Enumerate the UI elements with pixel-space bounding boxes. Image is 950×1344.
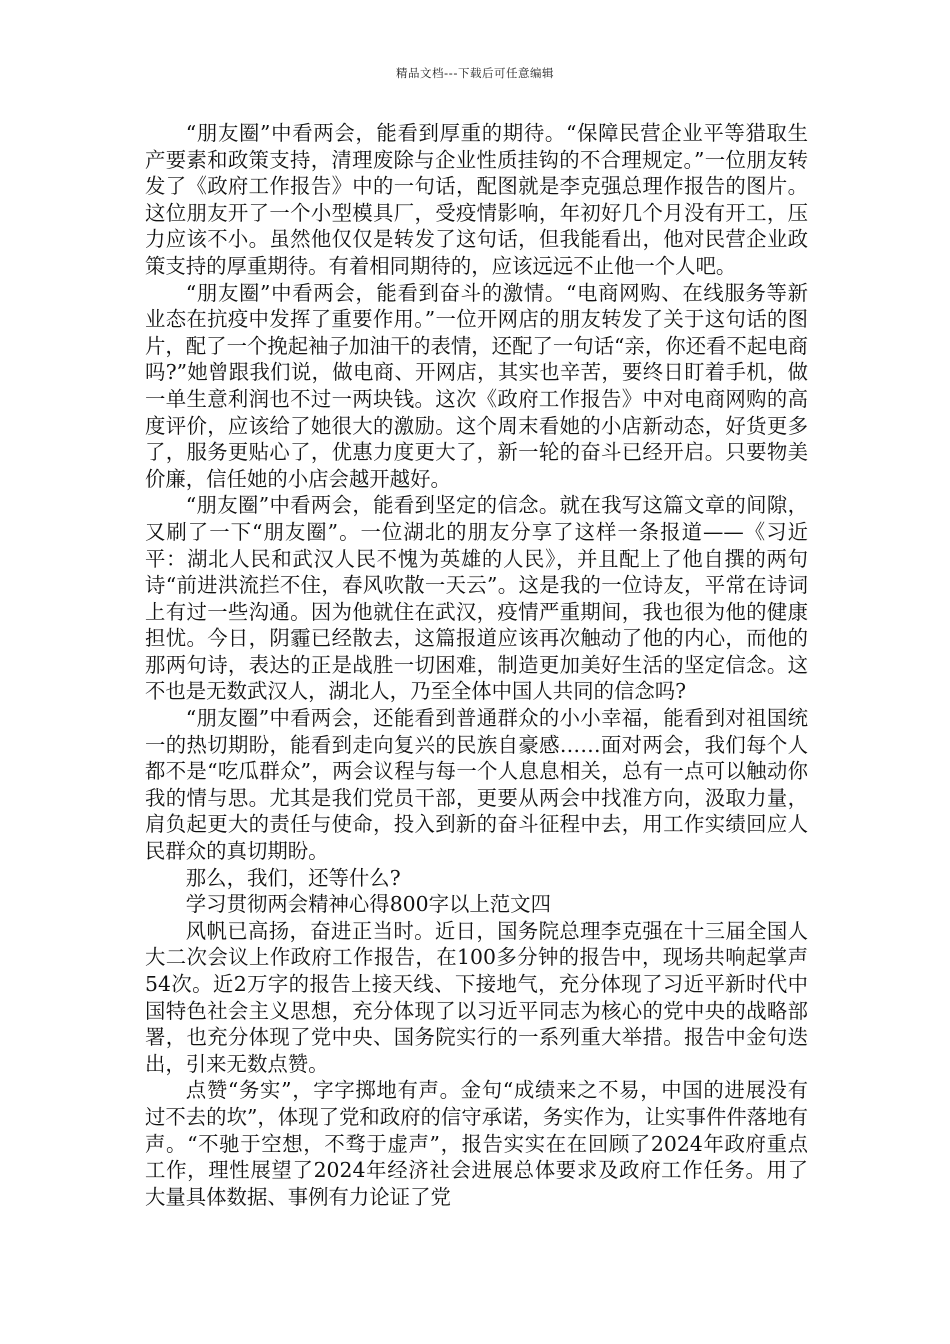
paragraph: “朋友圈”中看两会，能看到坚定的信念。就在我写这篇文章的间隙，又刷了一下“朋友圈”。一位湖北的朋友分享了这样一条报道——《习近平：湖北人民和武汉人民不愧为英雄的人民》，并且配上了他自撰的两句诗“前进洪流拦不住，春风吹散一天云”。这是我的一位诗友，平常在诗词上有过一些沟通。因为他就住在武汉，疫情严重期间，我也很为他的健康担忧。今日，阴霾已经散去，这篇报道应该再次触动了他的内心，而他的那两句诗，表达的正是战胜一切困难，制造更加美好生活的坚定信念。这不也是无数武汉人，湖北人，乃至全体中国人共同的信念吗?	[145, 493, 808, 704]
document-body	[145, 120, 808, 1210]
section-title: 学习贯彻两会精神心得800字以上范文四	[185, 892, 551, 917]
paragraph: “朋友圈”中看两会，能看到奋斗的激情。“电商网购、在线服务等新业态在抗疫中发挥了重要作用。”一位开网店的朋友转发了关于这句话的图片，配了一个挽起袖子加油干的表情，还配了一句话“亲，你还看不起电商吗?”她曾跟我们说，做电商、开网店，其实也辛苦，要终日盯着手机，做一单生意利润也不过一两块钱。这次《政府工作报告》中对电商网购的高度评价，应该给了她很大的激励。这个周末看她的小店新动态，好货更多了，服务更贴心了，优惠力度更大了，新一轮的奋斗已经开启。只要物美价廉，信任她的小店会越开越好。	[145, 280, 808, 491]
page-header: 精品文档---下载后可任意编辑	[396, 66, 554, 80]
paragraph: “朋友圈”中看两会，能看到厚重的期待。“保障民营企业平等猎取生产要素和政策支持，清理废除与企业性质挂钩的不合理规定。”一位朋友转发了《政府工作报告》中的一句话，配图就是李克强总理作报告的图片。这位朋友开了一个小型模具厂，受疫情影响，年初好几个月没有开工，压力应该不小。虽然他仅仅是转发了这句话，但我能看出，他对民营企业政策支持的厚重期待。有着相同期待的，应该远远不止他一个人吧。	[145, 121, 808, 278]
paragraph: “朋友圈”中看两会，还能看到普通群众的小小幸福，能看到对祖国统一的热切期盼，能看到走向复兴的民族自豪感……面对两会，我们每个人都不是“吃瓜群众”，两会议程与每一个人息息相关，总有一点可以触动你我的情与思。尤其是我们党员干部，更要从两会中找准方向，汲取力量，肩负起更大的责任与使命，投入到新的奋斗征程中去，用工作实绩回应人民群众的真切期盼。	[145, 706, 808, 864]
paragraph: 点赞“务实”，字字掷地有声。金句“成绩来之不易，中国的进展没有过不去的坎”，体现了党和政府的信守承诺，务实作为，让实事件件落地有声。“不驰于空想，不骛于虚声”，报告实实在在回顾了2024年政府重点工作，理性展望了2024年经济社会进展总体要求及政府工作任务。用了大量具体数据、事例有力论证了党	[145, 1078, 808, 1209]
closing-line: 那么，我们，还等什么?	[185, 865, 401, 890]
paragraph: 风帆已高扬，奋进正当时。近日，国务院总理李克强在十三届全国人大二次会议上作政府工作报告，在100多分钟的报告中，现场共响起掌声54次。近2万字的报告上接天线、下接地气，充分体现了习近平新时代中国特色社会主义思想，充分体现了以习近平同志为核心的党中央的战略部署，也充分体现了党中央、国务院实行的一系列重大举措。报告中金句迭出，引来无数点赞。	[145, 918, 808, 1076]
